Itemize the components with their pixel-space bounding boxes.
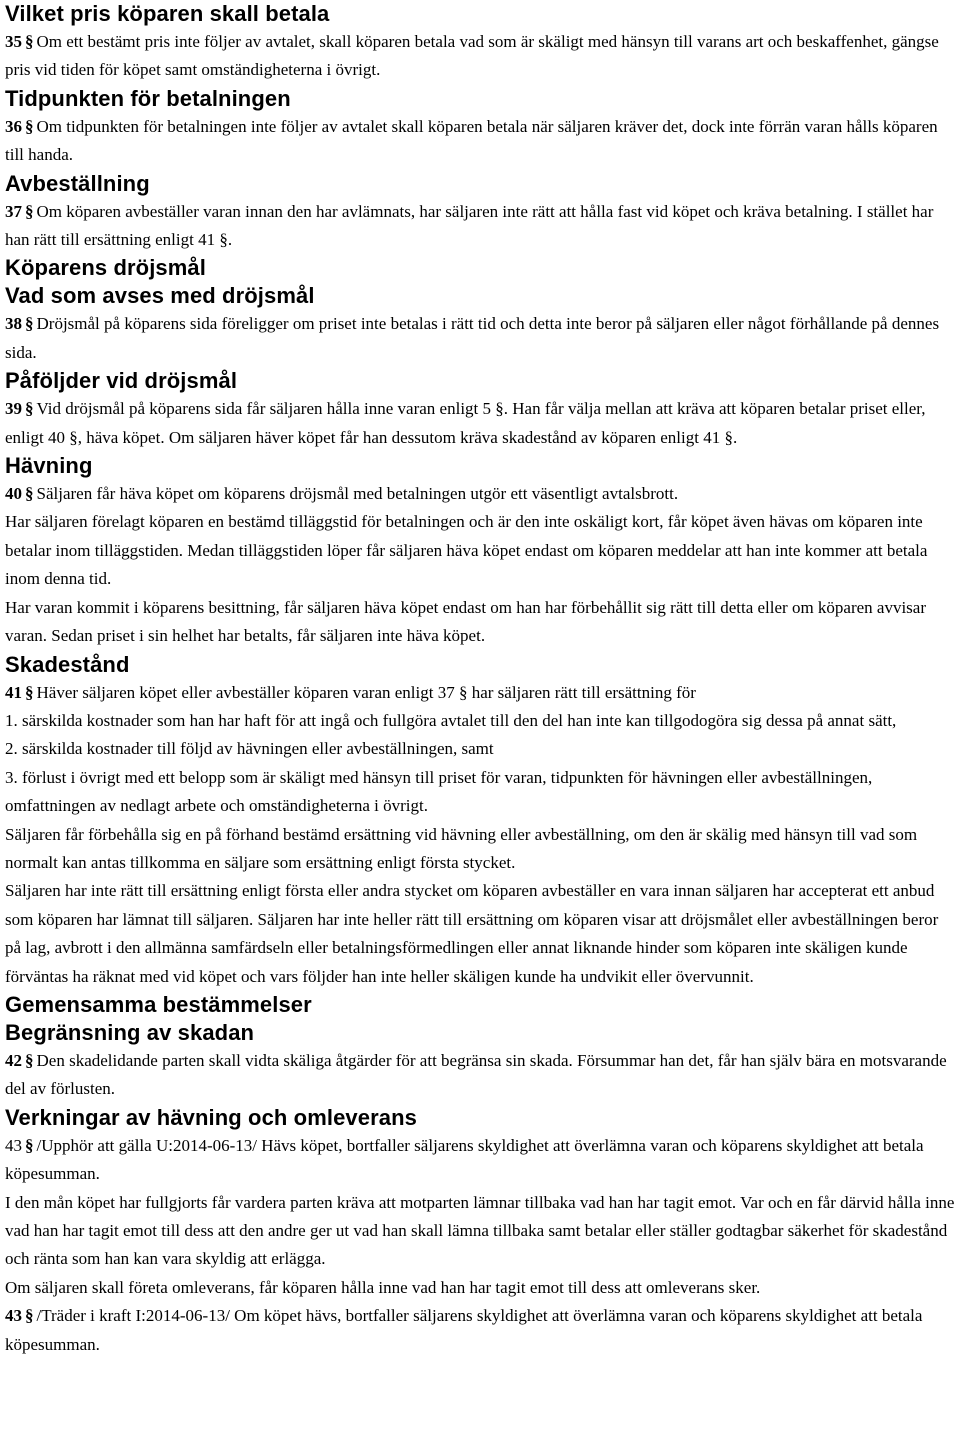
paragraph-40-stycke-3: Har varan kommit i köparens besittning, får säljaren häva köpet endast om han har förbehållit sig rätt till detta eller om köparen avvisar varan. Sedan priset i sin helhet har betalts, får säljaren inte häva köpet. xyxy=(5,597,927,646)
paragraph-41 xyxy=(5,679,956,707)
paragraph-37 xyxy=(5,198,956,255)
list-item-1: 1. särskilda kostnader som han har haft för att ingå och fullgöra avtalet till den del han inte kan tillgodogöra sig dessa på annat sätt, xyxy=(5,710,897,730)
paragraph-43-stycke-3: Om säljaren skall företa omleverans, får köparen hålla inne vad han har tagit emot till dess att omleverans sker. xyxy=(5,1277,761,1297)
section-sign: § xyxy=(25,484,34,504)
paragraph-text: Säljaren får häva köpet om köparens dröjsmål med betalningen utgör ett väsentligt avtalsbrott. xyxy=(36,484,679,504)
paragraph-39 xyxy=(5,395,956,452)
section-sign: § xyxy=(25,682,34,702)
section-sign: § xyxy=(25,1135,34,1155)
paragraph-38 xyxy=(5,310,956,367)
paragraph-text: Dröjsmål på köparens sida föreligger om priset inte betalas i rätt tid och detta inte beror på säljaren eller något förhållande på dennes sida. xyxy=(5,314,940,362)
paragraph-text: Om tidpunkten för betalningen inte följer av avtalet skall köparen betala när säljaren kräver det, dock inte förrän varan hålls köparen till handa. xyxy=(5,116,938,165)
section-sign: § xyxy=(25,1306,34,1326)
heading-havning: Hävning xyxy=(5,453,93,479)
heading-vilket-pris: Vilket pris köparen skall betala xyxy=(5,1,330,26)
paragraph-text: Den skadelidande parten skall vidta skäliga åtgärder för att begränsa sin skada. Försummar han det, får han själv bära en motsvarande del av förlusten. xyxy=(5,1050,947,1099)
section-number: 39 xyxy=(5,399,22,419)
section-sign: § xyxy=(25,1050,34,1070)
paragraph-text: Vid dröjsmål på köparens sida får säljaren hålla inne varan enligt 5 §. Han får välja mellan att kräva att köparen betalar priset eller, enligt 40 §, häva köpet. Om säljaren häver köpet får han dessutom kräva skadestånd av köparen enligt 41 §. xyxy=(5,399,926,447)
section-number: 42 xyxy=(5,1050,22,1070)
paragraph-35 xyxy=(5,28,956,85)
section-number: 38 xyxy=(5,314,22,334)
list-item-3: 3. förlust i övrigt med ett belopp som är skäligt med hänsyn till priset för varan, tidpunkten för hävningen eller avbeställningen, omfattningen av nedlagt arbete och omständigheterna i övrigt. xyxy=(5,767,873,816)
heading-verkningar: Verkningar av hävning och omleverans xyxy=(5,1104,417,1130)
section-number: 35 xyxy=(5,32,22,51)
section-sign: § xyxy=(25,116,34,136)
heading-koparens-drojsmal: Köparens dröjsmål xyxy=(5,255,206,281)
heading-pafoljder: Påföljder vid dröjsmål xyxy=(5,368,238,394)
paragraph-text: Om köparen avbeställer varan innan den har avlämnats, har säljaren inte rätt att hålla fast vid köpet och kräva betalning. I stället har han rätt till ersättning enligt 41 §. xyxy=(5,201,934,250)
section-number: 43 xyxy=(5,1135,22,1155)
section-number: 37 xyxy=(5,201,22,221)
paragraph-41-stycke-2: Säljaren får förbehålla sig en på förhand bestämd ersättning vid hävning eller avbeställning, om den är skälig med hänsyn till vad som normalt kan antas tillkomma en säljare som ersättning enligt första stycket. xyxy=(5,824,918,872)
heading-tidpunkten: Tidpunkten för betalningen xyxy=(5,85,291,111)
section-number: 40 xyxy=(5,484,22,504)
paragraph-36 xyxy=(5,113,956,170)
paragraph-41-stycke-3: Säljaren har inte rätt till ersättning enligt första eller andra stycket om köparen avbeställer en vara innan säljaren har accepterat ett anbud som köparen har lämnat till säljaren. Säljaren har inte heller rätt till ersättning om köparen visar att dröjsmålet eller avbeställningen beror på lag, avbrott i den allmänna samfärdseln eller betalningsförmedlingen eller annat liknande hinder som köparen inte skäligen kunde förväntas ha räknat med vid köpet och vars följder han inte heller skäligen kunde ha undvikit eller övervunnit. xyxy=(5,881,939,986)
section-sign: § xyxy=(25,32,34,51)
paragraph-text: Häver säljaren köpet eller avbeställer köparen varan enligt 37 § har säljaren rätt till ersättning för xyxy=(36,682,696,702)
paragraph-text: /Upphör att gälla U:2014-06-13/ Hävs köpet, bortfaller säljarens skyldighet att överlämna varan och köparens skyldighet att betala köpesumman. xyxy=(5,1135,924,1184)
list-item-2: 2. särskilda kostnader till följd av hävningen eller avbeställningen, samt xyxy=(5,739,494,759)
paragraph-text: /Träder i kraft I:2014-06-13/ Om köpet hävs, bortfaller säljarens skyldighet att överlämna varan och köparens skyldighet att betala köpesumman. xyxy=(5,1306,923,1354)
heading-vad-som-avses: Vad som avses med dröjsmål xyxy=(5,283,315,309)
section-number: 41 xyxy=(5,682,22,702)
heading-skadestand: Skadestånd xyxy=(5,651,130,677)
section-number: 36 xyxy=(5,116,22,136)
heading-gemensamma: Gemensamma bestämmelser xyxy=(5,991,312,1017)
section-sign: § xyxy=(25,314,34,334)
paragraph-40-stycke-2: Har säljaren förelagt köparen en bestämd tilläggstid för betalningen och är den inte oskäligt kort, får köpet även hävas om köparen inte betalar inom tilläggstiden. Medan tilläggstiden löper får säljaren häva köpet endast om köparen meddelar att han inte kommer att betala inom denna tid. xyxy=(5,512,928,589)
section-number: 43 xyxy=(5,1306,22,1326)
paragraph-43-stycke-2: I den mån köpet har fullgjorts får vardera parten kräva att motparten lämnar tillbaka vad han har tagit emot. Var och en får därvid hålla inne vad han har tagit emot till dess att den andre ger ut vad han skall lämna tillbaka samt betalar eller ställer godtagbar säkerhet för skadestånd och ränta som han kan vara skyldig att erlägga. xyxy=(5,1192,955,1269)
paragraph-42 xyxy=(5,1047,956,1104)
heading-begransning: Begränsning av skadan xyxy=(5,1019,255,1045)
section-sign: § xyxy=(25,399,34,419)
paragraph-40 xyxy=(5,480,956,508)
paragraph-text: Om ett bestämt pris inte följer av avtalet, skall köparen betala vad som är skäligt med hänsyn till varans art och beskaffenhet, gängse pris vid tiden för köpet samt omständigheterna i övrigt. xyxy=(5,32,939,80)
paragraph-43-upphor xyxy=(5,1132,956,1189)
paragraph-43-trader xyxy=(5,1302,956,1359)
heading-avbestallning: Avbeställning xyxy=(5,170,150,196)
section-sign: § xyxy=(25,201,34,221)
